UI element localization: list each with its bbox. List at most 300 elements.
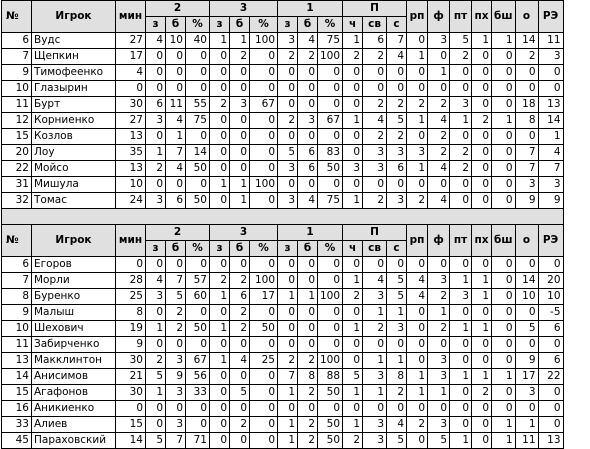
stat-cell: 0 <box>210 433 230 449</box>
stat-cell: 3 <box>363 369 387 385</box>
stat-cell: 1 <box>343 193 363 209</box>
stat-cell: 0 <box>250 193 278 209</box>
stat-cell: 0 <box>515 129 538 145</box>
stat-cell: 0 <box>318 81 343 97</box>
stat-cell: 0 <box>343 65 363 81</box>
stat-cell: 4 <box>166 161 186 177</box>
stat-cell: 100 <box>318 289 343 305</box>
stat-cell: 0 <box>343 353 363 369</box>
stat-cell: 0 <box>428 257 450 273</box>
stat-cell: 2 <box>428 289 450 305</box>
stat-cell: 15 <box>116 417 146 433</box>
stat-cell: -5 <box>538 305 563 321</box>
stat-cell: 0 <box>450 177 472 193</box>
stat-cell: 0 <box>363 257 387 273</box>
stat-cell: 4 <box>407 273 428 289</box>
stat-cell: 0 <box>472 161 492 177</box>
column-made-subheader: з <box>146 17 166 33</box>
stat-cell: 75 <box>318 33 343 49</box>
column-percent-subheader: % <box>186 17 210 33</box>
stat-cell: 1 <box>492 417 515 433</box>
stat-cell: 2 <box>472 113 492 129</box>
stat-cell: 67 <box>250 97 278 113</box>
stat-cell: 5 <box>230 385 250 401</box>
player-name: Анисимов <box>32 369 116 385</box>
stat-cell: 0 <box>343 177 363 193</box>
stat-cell: 9 <box>538 193 563 209</box>
table-row <box>2 33 564 49</box>
stat-cell: 14 <box>515 273 538 289</box>
stat-cell: 2 <box>387 129 407 145</box>
column-attempted-subheader: б <box>230 241 250 257</box>
stat-cell: 0 <box>343 305 363 321</box>
column-fouls-header: ф <box>428 225 450 257</box>
table-row <box>2 289 564 305</box>
stat-cell: 0 <box>278 97 298 113</box>
column-minutes-header: мин <box>116 225 146 257</box>
player-name: Глазырин <box>32 81 116 97</box>
stat-cell: 0 <box>250 305 278 321</box>
stat-cell: 1 <box>298 289 318 305</box>
stat-cell: 1 <box>407 385 428 401</box>
stat-cell: 0 <box>492 353 515 369</box>
column-efficiency-header: РЭ <box>538 1 563 33</box>
stat-cell: 2 <box>428 97 450 113</box>
stat-cell: 6 <box>298 145 318 161</box>
stat-cell: 0 <box>298 337 318 353</box>
table-row <box>2 337 564 353</box>
stat-cell: 3 <box>278 161 298 177</box>
stat-cell: 0 <box>538 81 563 97</box>
stat-cell: 1 <box>492 113 515 129</box>
stat-cell: 24 <box>116 193 146 209</box>
player-number: 45 <box>2 433 32 449</box>
stat-cell: 0 <box>492 97 515 113</box>
player-number: 13 <box>2 353 32 369</box>
stat-cell: 2 <box>428 145 450 161</box>
stat-cell: 7 <box>166 433 186 449</box>
stat-cell: 5 <box>450 33 472 49</box>
stat-cell: 3 <box>146 289 166 305</box>
stat-cell: 8 <box>298 369 318 385</box>
player-number: 15 <box>2 385 32 401</box>
stat-cell: 5 <box>278 145 298 161</box>
stat-cell: 2 <box>230 321 250 337</box>
stat-cell: 1 <box>343 273 363 289</box>
stat-cell: 2 <box>387 385 407 401</box>
stat-cell: 6 <box>538 321 563 337</box>
stat-cell: 1 <box>166 129 186 145</box>
stat-cell: 0 <box>318 129 343 145</box>
stat-cell: 0 <box>472 97 492 113</box>
stat-cell: 2 <box>363 193 387 209</box>
stat-cell: 0 <box>298 129 318 145</box>
stat-cell: 0 <box>343 257 363 273</box>
stat-cell: 0 <box>318 321 343 337</box>
stat-cell: 0 <box>278 65 298 81</box>
stat-cell: 10 <box>166 33 186 49</box>
stat-cell: 2 <box>298 417 318 433</box>
player-name: Егоров <box>32 257 116 273</box>
stat-cell: 0 <box>450 417 472 433</box>
stat-cell: 0 <box>450 385 472 401</box>
column-points-header: о <box>515 225 538 257</box>
stat-cell: 4 <box>166 113 186 129</box>
column-percent-subheader: % <box>318 241 343 257</box>
player-number: 31 <box>2 177 32 193</box>
stat-cell: 0 <box>250 433 278 449</box>
stat-cell: 1 <box>278 385 298 401</box>
table-row <box>2 113 564 129</box>
stat-cell: 0 <box>250 401 278 417</box>
stat-cell: 2 <box>166 305 186 321</box>
table-row <box>2 417 564 433</box>
stat-cell: 0 <box>146 305 166 321</box>
player-name: Лоу <box>32 145 116 161</box>
player-number: 7 <box>2 273 32 289</box>
stat-cell: 3 <box>166 417 186 433</box>
stat-cell: 25 <box>250 353 278 369</box>
stat-cell: 100 <box>250 177 278 193</box>
stat-cell: 0 <box>450 401 472 417</box>
stat-cell: 0 <box>492 49 515 65</box>
stat-cell: 0 <box>230 65 250 81</box>
player-name: Тимофеенко <box>32 65 116 81</box>
stat-cell: 1 <box>343 33 363 49</box>
separator-cell <box>2 209 564 225</box>
stat-cell: 67 <box>186 353 210 369</box>
player-number: 11 <box>2 97 32 113</box>
stat-cell: 100 <box>250 33 278 49</box>
stat-cell: 0 <box>387 65 407 81</box>
stat-cell: 18 <box>515 97 538 113</box>
stat-cell: 60 <box>186 289 210 305</box>
stat-cell: 2 <box>298 353 318 369</box>
stat-cell: 0 <box>492 193 515 209</box>
stat-cell: 1 <box>407 161 428 177</box>
stat-cell: 0 <box>407 337 428 353</box>
stat-cell: 7 <box>515 145 538 161</box>
stat-cell: 0 <box>363 177 387 193</box>
stat-cell: 0 <box>166 65 186 81</box>
column-one-header: 1 <box>278 225 343 241</box>
table-row <box>2 129 564 145</box>
column-turnovers_ph-header: пх <box>472 225 492 257</box>
stat-cell: 0 <box>387 257 407 273</box>
stat-cell: 0 <box>343 401 363 417</box>
player-number: 10 <box>2 81 32 97</box>
stat-cell: 1 <box>492 33 515 49</box>
stat-cell: 0 <box>210 145 230 161</box>
stat-cell: 0 <box>146 401 166 417</box>
stat-cell: 0 <box>146 417 166 433</box>
player-name: Агафонов <box>32 385 116 401</box>
stat-cell: 1 <box>472 289 492 305</box>
player-name: Макклинтон <box>32 353 116 369</box>
stat-cell: 0 <box>278 305 298 321</box>
table-row <box>2 385 564 401</box>
stat-cell: 4 <box>230 353 250 369</box>
stat-cell: 1 <box>428 305 450 321</box>
stat-cell: 100 <box>318 353 343 369</box>
stat-cell: 1 <box>407 369 428 385</box>
stat-cell: 7 <box>515 161 538 177</box>
stat-cell: 0 <box>472 417 492 433</box>
stat-cell: 3 <box>146 193 166 209</box>
stat-cell: 3 <box>230 97 250 113</box>
stat-cell: 3 <box>387 193 407 209</box>
stat-cell: 30 <box>116 353 146 369</box>
column-made-subheader: з <box>146 241 166 257</box>
stat-cell: 1 <box>450 321 472 337</box>
stat-cell: 0 <box>298 257 318 273</box>
stat-cell: 0 <box>407 177 428 193</box>
stat-cell: 0 <box>492 385 515 401</box>
stat-cell: 40 <box>186 33 210 49</box>
stat-cell: 0 <box>492 337 515 353</box>
stat-cell: 0 <box>515 401 538 417</box>
table-row <box>2 49 564 65</box>
stat-cell: 1 <box>407 113 428 129</box>
stat-cell: 0 <box>230 401 250 417</box>
stat-cell: 6 <box>387 161 407 177</box>
stat-cell: 0 <box>407 129 428 145</box>
stat-cell: 1 <box>472 369 492 385</box>
column-fouls-header: ф <box>428 1 450 33</box>
player-name: Алиев <box>32 417 116 433</box>
stat-cell: 0 <box>186 401 210 417</box>
stat-cell: 0 <box>210 65 230 81</box>
column-attempted-subheader: б <box>298 241 318 257</box>
stat-cell: 0 <box>210 417 230 433</box>
stat-cell: 0 <box>146 337 166 353</box>
player-name: Шехович <box>32 321 116 337</box>
stat-cell: 75 <box>186 113 210 129</box>
stat-cell: 2 <box>278 113 298 129</box>
stat-cell: 3 <box>387 145 407 161</box>
column-player-header: Игрок <box>32 225 116 257</box>
player-number: 10 <box>2 321 32 337</box>
stat-cell: 5 <box>428 433 450 449</box>
stat-cell: 1 <box>146 385 166 401</box>
stat-cell: 4 <box>363 273 387 289</box>
stat-cell: 2 <box>428 321 450 337</box>
stat-cell: 0 <box>515 65 538 81</box>
stat-cell: 1 <box>538 129 563 145</box>
stat-cell: 0 <box>146 49 166 65</box>
table-row <box>2 433 564 449</box>
player-number: 15 <box>2 129 32 145</box>
stat-cell: 0 <box>298 177 318 193</box>
stat-cell: 5 <box>387 113 407 129</box>
stat-cell: 0 <box>210 337 230 353</box>
stat-cell: 2 <box>210 273 230 289</box>
column-rp-header: рп <box>407 1 428 33</box>
stat-cell: 0 <box>428 81 450 97</box>
stat-cell: 4 <box>428 161 450 177</box>
stat-cell: 0 <box>116 81 146 97</box>
stat-cell: 1 <box>146 145 166 161</box>
stat-cell: 2 <box>230 49 250 65</box>
stat-cell: 0 <box>450 353 472 369</box>
stat-cell: 1 <box>343 321 363 337</box>
stat-cell: 2 <box>407 97 428 113</box>
stat-cell: 1 <box>472 33 492 49</box>
stat-cell: 0 <box>298 305 318 321</box>
column-percent-subheader: % <box>186 241 210 257</box>
stat-cell: 0 <box>538 337 563 353</box>
stat-cell: 0 <box>146 81 166 97</box>
stat-cell: 1 <box>515 417 538 433</box>
stat-cell: 2 <box>363 321 387 337</box>
stat-cell: 17 <box>515 369 538 385</box>
stat-cell: 0 <box>538 65 563 81</box>
stat-cell: 0 <box>343 337 363 353</box>
stat-cell: 0 <box>166 177 186 193</box>
stat-cell: 2 <box>146 353 166 369</box>
separator-row <box>2 209 564 225</box>
stat-cell: 0 <box>166 49 186 65</box>
player-name: Мойсо <box>32 161 116 177</box>
stat-cell: 13 <box>116 161 146 177</box>
stat-cell: 2 <box>450 145 472 161</box>
stat-cell: 3 <box>450 289 472 305</box>
stat-cell: 20 <box>538 273 563 289</box>
player-name: Вудс <box>32 33 116 49</box>
stat-cell: 1 <box>210 177 230 193</box>
stat-cell: 3 <box>407 145 428 161</box>
stat-cell: 1 <box>363 353 387 369</box>
column-three-header: 3 <box>210 225 278 241</box>
column-percent-subheader: % <box>318 17 343 33</box>
player-number: 16 <box>2 401 32 417</box>
stat-cell: 0 <box>186 417 210 433</box>
stat-cell: 0 <box>407 401 428 417</box>
stat-cell: 3 <box>428 33 450 49</box>
stat-cell: 3 <box>166 385 186 401</box>
player-number: 12 <box>2 113 32 129</box>
stat-cell: 13 <box>538 433 563 449</box>
stat-cell: 0 <box>407 81 428 97</box>
column-total-subheader: с <box>387 241 407 257</box>
stat-cell: 4 <box>387 417 407 433</box>
stat-cell: 6 <box>166 193 186 209</box>
stat-cell: 0 <box>472 433 492 449</box>
column-player-header: Игрок <box>32 1 116 33</box>
table-row <box>2 321 564 337</box>
stat-cell: 0 <box>492 289 515 305</box>
stat-cell: 0 <box>250 113 278 129</box>
stat-cell: 3 <box>515 177 538 193</box>
stat-cell: 0 <box>492 145 515 161</box>
stat-cell: 0 <box>166 337 186 353</box>
stat-cell: 1 <box>230 33 250 49</box>
stat-cell: 1 <box>210 33 230 49</box>
stat-cell: 6 <box>363 33 387 49</box>
player-name: Бурт <box>32 97 116 113</box>
player-name: Буренко <box>32 289 116 305</box>
player-number: 7 <box>2 49 32 65</box>
stat-cell: 13 <box>538 97 563 113</box>
stat-cell: 3 <box>538 177 563 193</box>
stat-cell: 4 <box>428 113 450 129</box>
stat-cell: 0 <box>387 81 407 97</box>
stat-cell: 14 <box>186 145 210 161</box>
stat-cell: 57 <box>186 273 210 289</box>
stat-cell: 0 <box>492 305 515 321</box>
stat-cell: 1 <box>363 385 387 401</box>
stat-cell: 2 <box>210 97 230 113</box>
stat-cell: 0 <box>278 401 298 417</box>
stat-cell: 0 <box>210 129 230 145</box>
player-name: Корниенко <box>32 113 116 129</box>
stat-cell: 1 <box>450 433 472 449</box>
column-minutes-header: мин <box>116 1 146 33</box>
stat-cell: 4 <box>116 65 146 81</box>
column-turnovers_ph-header: пх <box>472 1 492 33</box>
stat-cell: 6 <box>230 289 250 305</box>
table-row <box>2 369 564 385</box>
column-defensive-subheader: св <box>363 241 387 257</box>
stat-cell: 0 <box>492 129 515 145</box>
stat-cell: 2 <box>230 417 250 433</box>
player-number: 6 <box>2 33 32 49</box>
stat-cell: 0 <box>492 177 515 193</box>
column-one-header: 1 <box>278 1 343 17</box>
stat-cell: 27 <box>116 33 146 49</box>
stat-cell: 1 <box>492 369 515 385</box>
stat-cell: 17 <box>250 289 278 305</box>
stat-cell: 0 <box>407 257 428 273</box>
column-percent-subheader: % <box>250 17 278 33</box>
stat-cell: 0 <box>210 257 230 273</box>
stat-cell: 7 <box>278 369 298 385</box>
stat-cell: 71 <box>186 433 210 449</box>
stat-cell: 0 <box>210 113 230 129</box>
stat-cell: 0 <box>298 321 318 337</box>
player-number: 8 <box>2 289 32 305</box>
stat-cell: 3 <box>363 433 387 449</box>
stat-cell: 0 <box>210 401 230 417</box>
stat-cell: 0 <box>407 305 428 321</box>
stat-cell: 1 <box>472 321 492 337</box>
stat-cell: 6 <box>146 97 166 113</box>
stat-cell: 0 <box>363 81 387 97</box>
stat-cell: 0 <box>363 337 387 353</box>
stat-cell: 0 <box>298 81 318 97</box>
stat-cell: 3 <box>428 353 450 369</box>
column-points-header: о <box>515 1 538 33</box>
stat-cell: 0 <box>278 129 298 145</box>
stat-cell: 4 <box>146 273 166 289</box>
stat-cell: 0 <box>250 145 278 161</box>
stat-cell: 4 <box>387 49 407 65</box>
table-row <box>2 353 564 369</box>
stat-cell: 0 <box>230 129 250 145</box>
stat-cell: 0 <box>210 385 230 401</box>
stat-cell: 0 <box>318 273 343 289</box>
stat-cell: 2 <box>278 353 298 369</box>
table-row <box>2 193 564 209</box>
stat-cell: 100 <box>250 273 278 289</box>
stat-cell: 1 <box>343 385 363 401</box>
stat-cell: 0 <box>250 385 278 401</box>
stat-cell: 0 <box>450 193 472 209</box>
stat-cell: 6 <box>298 161 318 177</box>
player-number: 6 <box>2 257 32 273</box>
stat-cell: 0 <box>298 401 318 417</box>
stat-cell: 22 <box>538 369 563 385</box>
